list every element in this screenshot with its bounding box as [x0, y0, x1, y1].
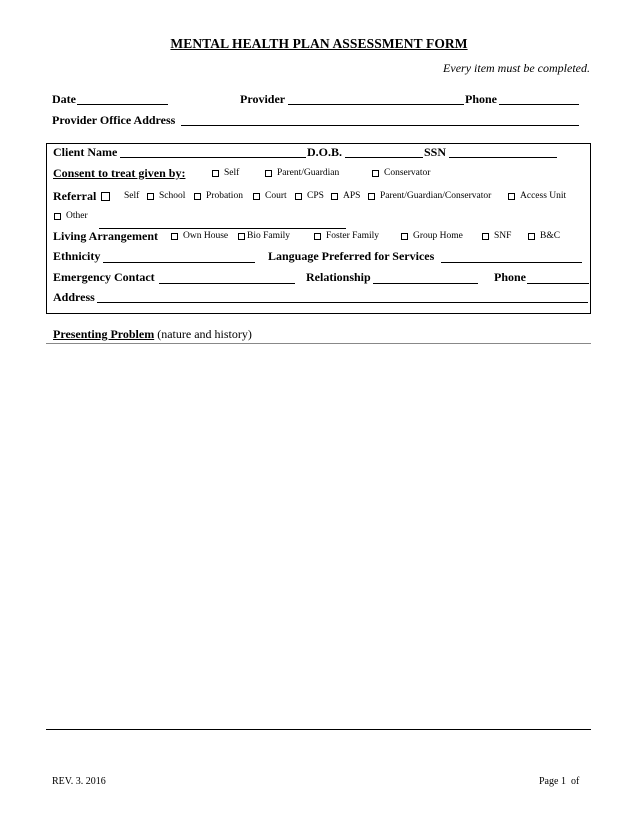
checkbox-icon[interactable]	[401, 233, 408, 240]
living-option-bio-family[interactable]: Bio Family	[238, 231, 290, 241]
ssn-label: SSN	[424, 145, 447, 159]
checkbox-icon[interactable]	[314, 233, 321, 240]
date-field[interactable]	[77, 104, 168, 105]
checkbox-icon[interactable]	[253, 193, 260, 200]
client-address-field[interactable]	[97, 302, 588, 303]
checkbox-icon[interactable]	[54, 213, 61, 220]
client-name-field[interactable]	[120, 157, 306, 158]
presenting-problem-rule	[46, 343, 591, 344]
checkbox-icon[interactable]	[212, 170, 219, 177]
form-subtitle: Every item must be completed.	[443, 61, 590, 75]
emergency-contact-label: Emergency Contact	[53, 270, 155, 284]
provider-field[interactable]	[288, 104, 464, 105]
living-option-foster-family[interactable]: Foster Family	[314, 231, 379, 241]
language-field[interactable]	[441, 262, 582, 263]
checkbox-icon[interactable]	[171, 233, 178, 240]
relationship-label: Relationship	[306, 270, 371, 284]
living-option-own-house[interactable]: Own House	[171, 231, 228, 241]
checkbox-icon[interactable]	[295, 193, 302, 200]
consent-option-self[interactable]: Self	[212, 168, 239, 178]
living-option-snf[interactable]: SNF	[482, 231, 511, 241]
checkbox-icon[interactable]	[238, 233, 245, 240]
relationship-field[interactable]	[373, 283, 478, 284]
checkbox-icon[interactable]	[528, 233, 535, 240]
referral-option-self[interactable]: Self	[124, 191, 140, 201]
checkbox-icon[interactable]	[331, 193, 338, 200]
consent-option-conservator[interactable]: Conservator	[372, 168, 430, 178]
checkbox-icon[interactable]	[508, 193, 515, 200]
checkbox-icon[interactable]	[147, 193, 154, 200]
emergency-phone-field[interactable]	[527, 283, 589, 284]
consent-label: Consent to treat given by:	[53, 166, 186, 180]
referral-option-probation[interactable]: Probation	[194, 191, 243, 201]
referral-option-parent-guardian-conservator[interactable]: Parent/Guardian/Conservator	[368, 191, 491, 201]
presenting-problem-area[interactable]	[46, 345, 591, 725]
emergency-phone-label: Phone	[494, 270, 527, 284]
client-address-label: Address	[53, 290, 95, 304]
checkbox-icon[interactable]	[372, 170, 379, 177]
living-option-bc[interactable]: B&C	[528, 231, 560, 241]
language-label: Language Preferred for Services	[268, 249, 435, 263]
form-title: MENTAL HEALTH PLAN ASSESSMENT FORM	[170, 36, 468, 51]
dob-label: D.O.B.	[307, 145, 343, 159]
revision-text: REV. 3. 2016	[52, 776, 106, 787]
referral-label: Referral	[53, 189, 97, 203]
office-address-field[interactable]	[181, 125, 579, 126]
referral-option-court[interactable]: Court	[253, 191, 287, 201]
phone-field[interactable]	[499, 104, 579, 105]
referral-option-aps[interactable]: APS	[331, 191, 360, 201]
bottom-rule	[46, 729, 591, 730]
phone-label: Phone	[465, 92, 498, 106]
emergency-contact-field[interactable]	[159, 283, 295, 284]
referral-option-access-unit[interactable]: Access Unit	[508, 191, 566, 201]
checkbox-icon[interactable]	[368, 193, 375, 200]
ethnicity-field[interactable]	[103, 262, 255, 263]
living-option-group-home[interactable]: Group Home	[401, 231, 463, 241]
dob-field[interactable]	[345, 157, 423, 158]
presenting-problem-label: Presenting Problem	[53, 327, 155, 341]
checkbox-icon[interactable]	[482, 233, 489, 240]
date-label: Date	[52, 92, 76, 106]
referral-option-other[interactable]: Other	[54, 211, 88, 221]
ssn-field[interactable]	[449, 157, 557, 158]
checkbox-icon[interactable]	[194, 193, 201, 200]
referral-option-school[interactable]: School	[147, 191, 185, 201]
referral-checkbox-icon[interactable]	[101, 192, 110, 201]
checkbox-icon[interactable]	[265, 170, 272, 177]
consent-option-parent-guardian[interactable]: Parent/Guardian	[265, 168, 339, 178]
office-address-label: Provider Office Address	[52, 113, 176, 127]
page-number: Page 1 of	[539, 776, 580, 787]
living-arrangement-label: Living Arrangement	[53, 229, 158, 243]
client-name-label: Client Name	[53, 145, 118, 159]
referral-label-row	[53, 189, 115, 204]
ethnicity-label: Ethnicity	[53, 249, 101, 263]
presenting-problem-heading	[53, 327, 252, 342]
referral-option-cps[interactable]: CPS	[295, 191, 324, 201]
provider-label: Provider	[240, 92, 286, 106]
presenting-problem-note: (nature and history)	[157, 327, 252, 341]
